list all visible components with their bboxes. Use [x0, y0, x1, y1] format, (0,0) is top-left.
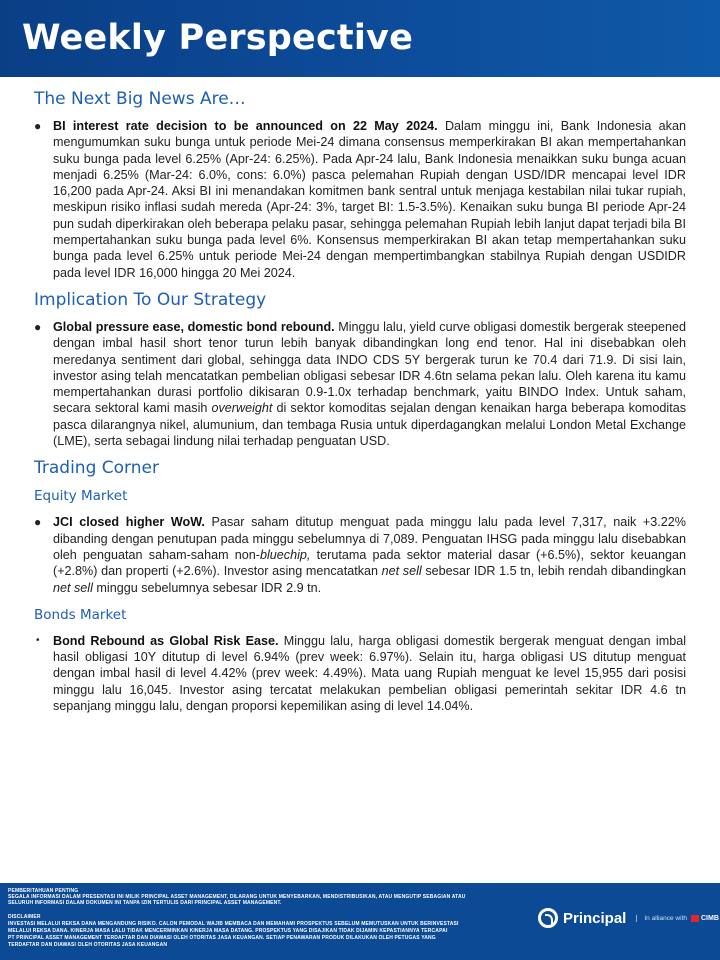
section-heading-trading: Trading Corner	[34, 458, 159, 479]
bullet-bi-rate-decision	[34, 118, 686, 281]
disclaimer-title: DISCLAIMER	[8, 914, 41, 920]
bullet-italic: overweight	[211, 401, 273, 416]
bullet-lead: Global pressure ease, domestic bond rebound.	[53, 319, 335, 334]
page-title: Weekly Perspective	[22, 18, 414, 58]
bullet-body: Minggu lalu, yield curve obligasi domestik bergerak steepened dengan imbal hasil short tenor turun lebih banyak dibandingkan long end tenor. Hal ini disebabkan oleh meredanya sentiment dari global, sehingga data INDO CDS 5Y bergerak turun ke 70.4 dari 71.9. Di sisi lain, investor asing telah mencatatkan pembelian obligasi sebesar IDR 4.6tn selama pekan lalu. Oleh karena itu kamu mempertahankan durasi portfolio dikisaran 0.9-1.0x terhadap benchmark, yaitu BINDO Index. Untuk saham, secara sektoral kami masih	[53, 319, 686, 416]
bullet-italic: net sell	[381, 564, 422, 579]
disclaimer-text: MELALUI REKSA DANA. KINERJA MASA LALU TIDAK MENCERMINKAN KINERJA MASA DATANG. PROSPEKTUS YANG DISAJIKAN TIDAK DIJAMIN KEPASTIANNYA TERCAPAI	[8, 928, 448, 934]
subheading-equity-market: Equity Market	[34, 488, 128, 505]
cimb-logo-icon	[691, 915, 699, 922]
bullet-lead: BI interest rate decision to be announced on 22 May 2024.	[53, 119, 438, 133]
bullet-dot-icon: ●	[34, 319, 42, 334]
alliance-text: In alliance with	[636, 915, 687, 922]
main-content	[34, 88, 686, 714]
disclaimer-text: TERDAFTAR DAN DIAWASI OLEH OTORITAS JASA KEUANGAN	[8, 942, 168, 948]
bullet-body: sebesar IDR 1.5 tn, lebih rendah dibandingkan	[421, 564, 686, 579]
bullet-dot-icon: •	[36, 634, 40, 646]
bullet-body: terutama pada sektor material dasar (+6.5%), sektor keuangan (+2.8%) dan properti (+2.6%). Investor asing mencatatkan	[53, 547, 686, 579]
logo-text: Principal	[563, 909, 627, 927]
bullet-bond-rebound	[34, 633, 686, 714]
bullet-lead: JCI closed higher WoW.	[53, 515, 205, 530]
bullet-italic: bluechip,	[259, 547, 311, 562]
bullet-dot-icon: ●	[34, 119, 42, 133]
cimb-text: CIMB	[701, 914, 719, 922]
bullet-dot-icon: ●	[34, 515, 42, 530]
bullet-body: minggu sebelumnya sebesar IDR 2.9 tn.	[92, 580, 322, 595]
disclaimer-text: INVESTASI MELALUI REKSA DANA MENGANDUNG RISIKO. CALON PEMODAL WAJIB MEMBACA DAN MEMAHAMI PROSPEKTUS SEBELUM MEMUTUSKAN UNTUK BERINVESTASI	[8, 921, 459, 927]
disclaimer-text: PT PRINCIPAL ASSET MANAGEMENT TERDAFTAR DAN DIAWASI OLEH OTORITAS JASA KEUANGAN. SETIAP PENAWARAN PRODUK DILAKUKAN OLEH PETUGAS YANG	[8, 935, 436, 941]
bullet-body: di sektor komoditas sejalan dengan kenaikan harga beberapa komoditas pasca dilarangnya nikel, alumunium, dan tembaga Rusia untuk diperdagangkan melalui London Metal Exchange (LME), serta sebagai lindung nilai terhadap penguatan USD.	[53, 401, 686, 449]
bullet-jci-closed-higher	[34, 514, 686, 595]
bullet-body: Minggu lalu, harga obligasi domestik bergerak menguat dengan imbal hasil obligasi 10Y ditutup di level 6.94% (prev week: 6.97%). Selain itu, harga obligasi US ditutup menguat dengan imbal hasil di level 4.42% (prev week: 4.49%). Mata uang Rupiah menguat ke level 15,955 dari posisi minggu lalu 16,045. Investor asing tercatat melakukan pembelian obligasi pemerintah sekitar IDR 4.6 tn sepanjang minggu lalu, dengan proporsi kepemilikan asing di level 14.04%.	[53, 633, 686, 714]
principal-logo-icon	[538, 908, 558, 928]
principal-logo	[538, 906, 719, 930]
page-header	[0, 0, 720, 77]
notice-text: SELURUH INFORMASI DALAM DOKUMEN INI TANPA IZIN TERTULIS DARI PRINCIPAL ASSET MANAGEMENT.	[8, 900, 282, 906]
subheading-bonds-market: Bonds Market	[34, 606, 127, 623]
bullet-global-pressure	[34, 319, 686, 449]
notice-text: SEGALA INFORMASI DALAM PRESENTASI INI MILIK PRINCIPAL ASSET MANAGEMENT, DILARANG UNTUK MENYEBARKAN, MENDISTRIBUSIKAN, ATAU MENGUTIP SEBAGIAN ATAU	[8, 894, 466, 900]
section-heading-next-news: The Next Big News Are…	[34, 89, 246, 109]
bullet-italic: net sell	[53, 580, 93, 595]
bullet-lead: Bond Rebound as Global Risk Ease.	[53, 633, 279, 648]
bullet-body: Pasar saham ditutup menguat pada minggu lalu pada level 7,317, naik +3.22% dibanding dengan penutupan pada minggu sebelumnya di 7,089. Penguatan IHSG pada minggu lalu disebabkan oleh penguatan saham-saham non-	[53, 515, 686, 562]
section-heading-implication: Implication To Our Strategy	[34, 289, 267, 310]
notice-title: PEMBERITAHUAN PENTING	[8, 888, 79, 894]
bullet-body: Dalam minggu ini, Bank Indonesia akan mengumumkan suku bunga untuk periode Mei-24 dimana consensus memperkirakan BI akan mempertahankan suku bunga pada level 6.25% (Apr-24: 6.25%). Pada Apr-24 lalu, Bank Indonesia menaikkan suku bunga acuan menjadi 6.25% (Mar-24: 6.0%, cons: 6.0%) pasca pelemahan Rupiah dengan USD/IDR mencapai level IDR 16,200 pada Apr-24. Aksi BI ini menandakan komitmen bank sentral untuk menjaga kestabilan nilai tukar rupiah, meskipun risiko inflasi sudah mereda (Apr-24: 3%, target BI: 1.5-3.5%). Kenaikan suku bunga BI periode Apr-24 pun sudah diperkirakan oleh beberapa pelaku pasar, sehingga pelemahan Rupiah lebih lanjut dapat terjadi bila BI mempertahankan suku bunga pada level 6%. Konsensus memperkirakan BI akan tetap mempertahankan suku bunga pada level 6.25% untuk periode Mei-24 dengan mempertimbangkan stabilnya Rupiah dengan USDIDR pada level IDR 16,000 hingga 20 Mei 2024.	[53, 119, 686, 280]
